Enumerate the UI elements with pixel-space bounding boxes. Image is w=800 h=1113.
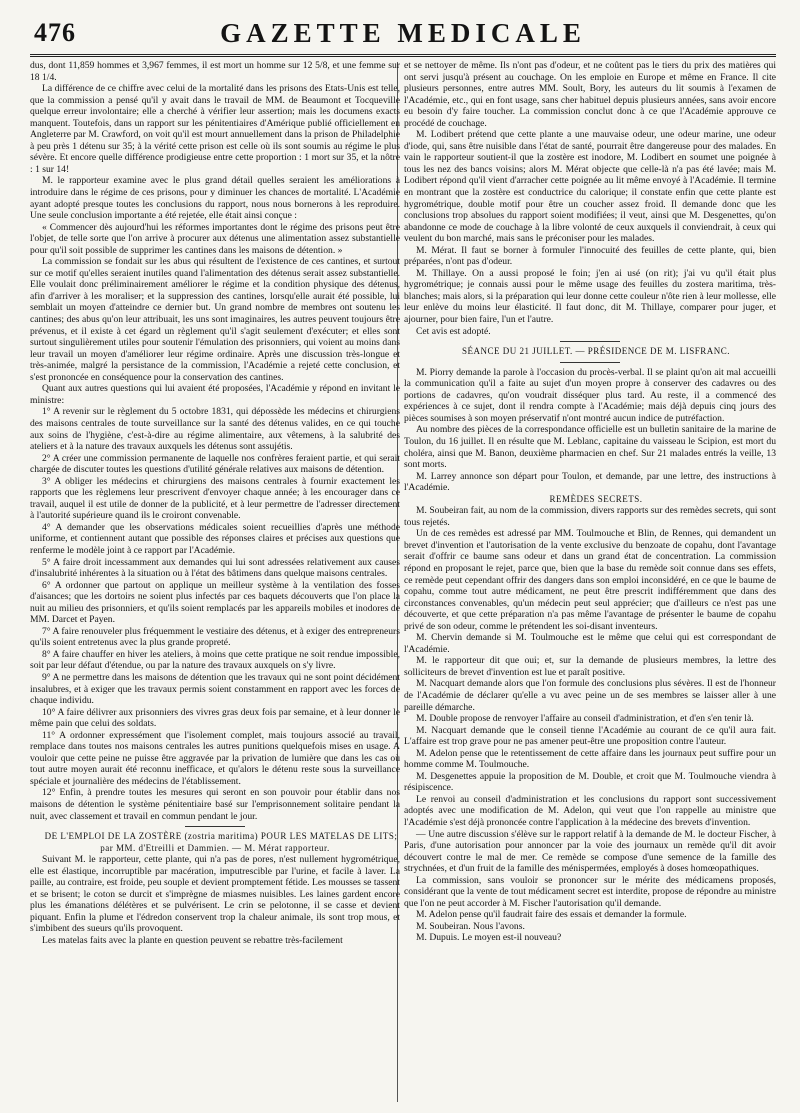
paragraph: Au nombre des pièces de la correspondance officielle est un bulletin sanitaire de la marine de Toulon, du 16 juillet. Il en résulte que M. Leblanc, capitaine du vaisseau le Scipion, est mort du choléra, ainsi que M. Banon, deuxième pharmacien en chef. Sur 21 malades entrés la veille, 13 sont morts.	[404, 424, 776, 471]
paragraph: La différence de ce chiffre avec celui de la mortalité dans les prisons des Etats-Unis est telle, que la commission a pensé qu'il y avait dans le travail de MM. de Beaumont et Tocqueville quelque erreur involontaire; elle a cherché à vérifier leur assertion; mais les documens exacts manquent. Toutefois, dans un rapport sur les pénitentiaires d'Amérique publié officiellement en Angleterre par M. Crawford, on voit qu'il est mourt annuellement dans la prison de Philadelphie à peu près 1 détenu sur 35; à la vérité cette prison est celle où ils sont soumis au régime le plus sévère. Et encore quelle différence prodigieuse entre cette proportion : 1 mort sur 35, et la nôtre : 1 sur 14!	[30, 83, 400, 175]
paragraph: M. Desgenettes appuie la proposition de M. Double, et croit que M. Toulmouche viendra à résipiscence.	[404, 770, 776, 794]
paragraph: Un de ces remèdes est adressé par MM. Toulmouche et Blin, de Rennes, qui demandent un brevet d'invention et l'autorisation de la vente exclusive du benzoate de copahu, dont l'avantage serait d'offrir ce baume sans odeur et dans un grand état de concentration. La commission répond en proposant le rejet, parce que, bien que la base du remède soit connue dans ses effets, ce remède peut cependant offrir des dangers dans son emploi inconsidéré, en ce que le baume de copahu, comme tout autre médicament, ne peut être prescrit indifféremment que dans des circonstances convenables, qu'un médecin peut seul apprécier; que d'ailleurs ce n'est pas une découverte, et que cette préparation n'a pas même l'avantage de présenter le baume de copahu privé de son odeur, comme le prétendent les soi-disant inventeurs.	[404, 528, 776, 632]
numbered-item: 6° A ordonner que partout on applique un meilleur système à la ventilation des fosses d'aisances; que les dortoirs ne soient plus infectés par ces baquets découverts que l'on place la nuit au milieu des prisonniers, et qu'ils soient remplacés par les appareils mobiles et inodores de MM. Darcet et Payen.	[30, 579, 400, 626]
paragraph: M. Nacquart demande que le conseil tienne l'Académie au courant de ce qu'il aura fait. L'affaire est trop grave pour ne pas amener peut-être une proposition contre l'auteur.	[404, 724, 776, 748]
quoted-conclusion: « Commencer dès aujourd'hui les réformes importantes dont le régime des prisons peut être l'objet, de telle sorte que l'on arrive à procurer aux détenus une alimentation assez substantielle pour qu'il soit possible de supprimer les cantines dans les maisons de détention. »	[30, 221, 400, 256]
section-heading-zostere: DE L'EMPLOI DE LA ZOSTÈRE (zostria maritima) POUR LES MATELAS DE LITS; par MM. d'Etreilli et Dammien. — M. Mérat rapporteur.	[44, 831, 398, 853]
numbered-item: 4° A demander que les observations médicales soient recueillies d'après une méthode uniforme, et contiennent autant que possible des réponses claires et précises aux questions que renferme le modèle joint à ce rapport par l'Académie.	[30, 521, 400, 556]
paragraph: M. Chervin demande si M. Toulmouche est le même que celui qui est correspondant de l'Académie.	[404, 632, 776, 655]
numbered-item: 5° A faire droit incessamment aux demandes qui lui sont adressées relativement aux causes d'insalubrité inhérentes à la situation ou à l'état des bâtimens dans quelque maisons centrales.	[30, 556, 400, 580]
numbered-item: 8° A faire chauffer en hiver les ateliers, à moins que cette pratique ne soit rendue impossible, soit par leur défaut d'étendue, ou par la nature des travaux auxquels on s'y livre.	[30, 648, 400, 672]
paragraph: et se nettoyer de même. Ils n'ont pas d'odeur, et ne coûtent pas le tiers du prix des matières qui ont servi jusqu'à présent au couchage. On les emploie en Europe et même en France. Il cite plusieurs personnes, entre autres MM. Soult, Bory, les auteurs du lit soumis à l'examen de l'Académie, etc., qui en font usage, sans cher habituel depuis plusieurs années, sans avoir encore eu besoin d'y faire toucher. La commission conclut donc à ce que l'Académie approuve ce procédé de couchage.	[404, 60, 776, 129]
session-heading: SÉANCE DU 21 JUILLET. — PRÉSIDENCE DE M. LISFRANC.	[461, 346, 731, 357]
numbered-item: 9° A ne permettre dans les maisons de détention que les travaux qui ne sont point décidément insalubres, et à exiger que les travaux permis soient constamment en rapport avec les forces de chaque individu.	[30, 671, 400, 707]
numbered-item: 7° A faire renouveler plus fréquemment le vestiaire des détenus, et à exiger des entrepreneurs qu'ils soient entretenus avec la plus grande propreté.	[30, 625, 400, 649]
section-heading-remedes: REMÈDES SECRETS.	[549, 493, 643, 504]
right-column	[404, 60, 776, 1108]
paragraph: M. Soubeiran fait, au nom de la commission, divers rapports sur des remèdes secrets, qui sont tous rejetés.	[404, 505, 776, 528]
paragraph: M. Nacquart demande alors que l'on formule des conclusions plus sévères. Il est de l'honneur de l'Académie de déclarer qu'elle a vu avec peine un de ses membres se laisser aller à une pareille démarche.	[404, 678, 776, 713]
paragraph: M. Piorry demande la parole à l'occasion du procès-verbal. Il se plaint qu'on ait mal accueilli la communication qu'il a faite au sujet d'un moyen propre à conserver des cadavres ou des portions de cadavres, qu'on voudrait disséquer plus tard. Au reste, il a commencé des expériences à ce sujet, dont il rendra compte à l'Académie; mais déjà depuis cinq jours des pièces soumises à son moyen préservatif n'ont montré aucun indice de putréfaction.	[404, 366, 776, 424]
paragraph: Le renvoi au conseil d'administration et les conclusions du rapport sont successivement adoptés avec une modification de M. Adelon, qui veut que l'on rappelle au ministre que l'Académie s'est déjà prononcée contre l'application à la médecine des brevets d'invention.	[404, 793, 776, 828]
paragraph: M. Thillaye. On a aussi proposé le foin; j'en ai usé (on rit); j'ai vu qu'il était plus hygrométrique; je connais aussi pour le même usage des feuilles du zostera maritima, très-blanches; mais alors, si la préparation qui leur donne cette couleur n'ôte rien à leur mollesse, elle leur enlève du moins leur élasticité. Il faut donc, dit M. Thillaye, comparer pour juger, et ajourner, pour bien faire, l'un et l'autre.	[404, 267, 776, 326]
paragraph: M. le rapporteur examine avec le plus grand détail quelles seraient les améliorations à introduire dans le régime de ces prisons, pour y diminuer les chances de mortalité. L'Académie ayant adopté presque toutes les conclusions du rapport, nous nous bornerons à les reproduire. Une seule conclusion importante a été rejetée, elle était ainsi conçue :	[30, 175, 400, 222]
paragraph: M. Adelon pense que le retentissement de cette affaire dans les journaux peut suffire pour un homme comme M. Toulmouche.	[404, 747, 776, 771]
paragraph: M. Lodibert prétend que cette plante a une mauvaise odeur, une odeur marine, une odeur d'iode, qui, sans être nuisible dans l'état de santé, pourrait être dangereuse pour des malades. En vain le rapporteur soutient-il que la zostère est inodore, M. Lodibert en soumet une poignée à tous les nez des bancs voisins; alors M. Mérat objecte que celle-là n'a pas été lavée; mais M. Lodibert répond qu'il vient d'arracher cette poignée au lit même envoyé à l'Académie. Il termine en montrant que la zostère est conductrice du calorique; il constate enfin que cette plante est hygrométrique, double motif pour être un coucher assez froid. Il demande donc que les conclusions trop absolues du rapport soient modifiées; il veut, ainsi que M. Desgenettes, qu'on abandonne ce mode de couchage à la libre volonté de ceux auxquels il conviendrait, à ceux qui veulent du bon marché, mais sans le préconiser pour les malades.	[404, 129, 776, 245]
paragraph: Cet avis est adopté.	[416, 325, 491, 337]
paragraph: La commission, sans vouloir se prononcer sur le mérite des médicamens proposés, considérant que la vente de tout médicament secret est interdite, propose de répondre au ministre que l'on ne peut accorder à M. Fischer l'autorisation qu'il demande.	[404, 874, 776, 909]
page-header	[30, 14, 776, 57]
numbered-item: 11° A ordonner expressément que l'isolement complet, mais toujours associé au travail, remplace dans toutes nos maisons centrales les autres punitions quelquefois mises en usage. A vouloir que cette peine ne puisse être aggravée par la privation de lumière que dans les cas où tout autre moyen aurait été reconnu inefficace, et qu'alors le détenu reste sous la surveillance spéciale et journalière des médecins de l'établissement.	[30, 729, 400, 787]
paragraph: Suivant M. le rapporteur, cette plante, qui n'a pas de pores, n'est nullement hygrométrique, elle est élastique, incorruptible par macération, imputrescible par l'urine, et facile à laver. La paille, au contraire, est froide, peu souple et devient promptement fétide. Les mousses se tassent et se brisent; le coton se durcit et s'imprègne de miasmes nuisibles. Les laines gardent encore plus les émanations délétères et se pulvérisent. Le crin se pelotonne, il se casse et devient piquant. Enfin la plume et l'édredon conservent trop la chaleur animale, ils sont trop mous, et s'imbibent des sueurs qu'ils provoquent.	[30, 854, 400, 935]
journal-title: GAZETTE MEDICALE	[220, 18, 586, 48]
paragraph: La commission se fondait sur les abus qui résultent de l'existence de ces cantines, et surtout sur ce motif qu'elles seraient inutiles quand l'alimentation des détenus serait assez substantielle. Elle voulait donc préliminairement améliorer le régime et la condition physique des détenus, afin d'arriver à les moraliser; et la suppression des cantines, lorsqu'elle aurait été possible, lui semblait un moyen d'atteindre ce dernier but. Un grand nombre de membres ont soutenu les cantines; des abus qu'on leur attribuait, les uns sont imaginaires, les autres peuvent toujours être prévenus, et il existe à cet égard un règlement qu'il s'agit seulement d'exécuter; et elles sont surtout singulièrement utiles pour soutenir l'émulation des prisonniers, qui voient au moins dans leur travail un moyen d'améliorer leur régime ordinaire. Après une discussion très-longue et très-animée, malgré la persistance de la commission, l'Académie a rejeté cette conclusion, et s'est prononcée en conséquence pour la conservation des cantines.	[30, 256, 400, 383]
separator-rule	[560, 362, 620, 363]
numbered-item: 3° A obliger les médecins et chirurgiens des maisons centrales à fournir exactement les rapports que les règlemens leur prescrivent d'envoyer chaque année; à les encourager dans ce travail, auquel il est utile de donner de la publicité, et à leur permettre de l'adresser directement à l'autorité supérieure quand ils le croiront convenable.	[30, 475, 400, 522]
separator-rule	[560, 341, 620, 342]
paragraph: M. Adelon pense qu'il faudrait faire des essais et demander la formule.	[416, 909, 687, 921]
paragraph: M. le rapporteur dit que oui; et, sur la demande de plusieurs membres, la lettre des solliciteurs de brevet d'invention est lue et paraît positive.	[404, 655, 776, 678]
separator-rule	[185, 826, 245, 827]
numbered-item: 10° A faire délivrer aux prisonniers des vivres gras deux fois par semaine, et à leur donner le même pain que celui des soldats.	[30, 706, 400, 730]
numbered-item: 1° A revenir sur le règlement du 5 octobre 1831, qui dépossède les médecins et chirurgiens des maisons centrales de toute surveillance sur la santé des détenus valides, en ce qui touche aux soins de l'hygiène, c'est-à-dire au régime alimentaire, aux vêtemens, à la salubrité des ateliers et à la nature des travaux auxquels les détenus sont assujétis.	[30, 406, 400, 453]
paragraph: — Une autre discussion s'élève sur le rapport relatif à la demande de M. le docteur Fischer, à Paris, d'une autorisation pour annoncer par la voie des journaux un remède qu'il dit avoir découvert contre le mal de mer. Ce remède se compose d'une semence de la famille des strychnées, et d'un fruit de la famille des ménispermées, employés à doses homœopathiques.	[404, 828, 776, 875]
numbered-item: 12° Enfin, à prendre toutes les mesures qui seront en son pouvoir pour établir dans nos maisons de détention le système pénitentiaire basé sur l'emprisonnement solitaire pendant la nuit, avec classement et travail en commun pendant le jour.	[30, 787, 400, 822]
paragraph: M. Mérat. Il faut se borner à formuler l'innocuité des feuilles de cette plante, qui, bien préparées, n'ont pas d'odeur.	[404, 244, 776, 268]
paragraph: M. Double propose de renvoyer l'affaire au conseil d'administration, et d'en s'en tenir là.	[416, 713, 754, 725]
paragraph: Quant aux autres questions qui lui avaient été proposées, l'Académie y répond en invitant le ministre:	[30, 383, 400, 406]
paragraph: M. Larrey annonce son départ pour Toulon, et demande, par une lettre, des instructions à l'Académie.	[404, 470, 776, 494]
paragraph: M. Soubeiran. Nous l'avons.	[416, 920, 525, 932]
page-number: 476	[34, 18, 76, 47]
paragraph: Les matelas faits avec la plante en question peuvent se rebattre très-facilement	[42, 935, 343, 947]
paragraph: M. Dupuis. Le moyen est-il nouveau?	[416, 932, 562, 944]
paragraph: dus, dont 11,859 hommes et 3,967 femmes, il est mort un homme sur 12 5/8, et une femme sur 18 1/4.	[30, 60, 400, 83]
left-column	[30, 60, 400, 1108]
numbered-item: 2° A créer une commission permanente de laquelle nos confrères feraient partie, et qui serait chargée de discuter toutes les questions d'utilité générale relatives aux maisons de détention.	[30, 452, 400, 476]
